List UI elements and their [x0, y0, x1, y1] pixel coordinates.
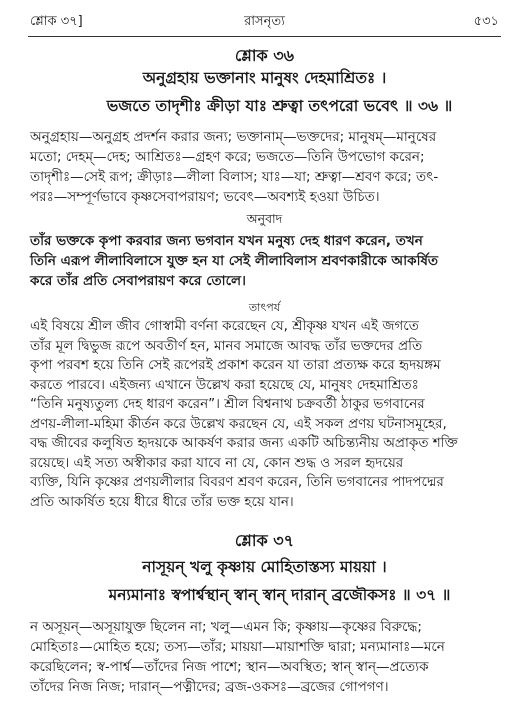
- verse-36-line-2: ভজতে তাদৃশীঃ ক্রীড়া যাঃ শ্রুত্বা তৎপরো ভবেৎ ॥ ৩৬ ॥: [106, 97, 453, 115]
- verse-37-line-2: মন্যমানাঃ স্বপার্শ্বস্থান্ স্বান্ স্বান্ দারান্ ব্রজৌকসঃ ॥ ৩৭ ॥: [108, 586, 451, 604]
- synonym-line: মতো; দেহম্‌—দেহ; আশ্রিতঃ—গ্রহণ করে; ভজতে—তিনি উপভোগ করেন;: [30, 149, 425, 165]
- synonym-line: তাদৃশীঃ—সেই রূপ; ক্রীড়াঃ—লীলা বিলাস; যাঃ—যা; শ্রুত্বা—শ্রবণ করে; তৎ-: [30, 169, 439, 185]
- verse-37-heading: শ্লোক ৩৭: [234, 531, 295, 550]
- synonym-line: মোহিতাঃ—মোহিত হয়ে; তস্য—তাঁর; মায়য়া—মায়াশক্তি দ্বারা; মন্যমানাঃ—মনে: [30, 639, 445, 655]
- header-chapter-title: রাসনৃত্য: [244, 14, 285, 29]
- header-page-number: ৫৩১: [473, 14, 499, 29]
- purport-line: করতে পারবে। এইজন্য এখানে উল্লেখ করা হয়েছে যে, মানুষং দেহমাশ্রিতঃ: [30, 376, 419, 393]
- purport-line: কৃপা পরবশ হয়ে তিনি সেই রূপেরই প্রকাশ করেন যা তারা প্রত্যক্ষ করে হৃদয়ঙ্গম: [30, 357, 441, 373]
- synonym-line: ন অসূয়ন্—অসূয়াযুক্ত ছিলেন না; খলু—এমন কি; কৃষ্ণায়—কৃষ্ণের বিরুদ্ধে;: [30, 619, 422, 635]
- purport-line: এই বিষয়ে শ্রীল জীব গোস্বামী বর্ণনা করেছেন যে, শ্রীকৃষ্ণ যখন এই জগতে: [30, 318, 419, 334]
- verse-36-line-1: অনুগ্রহায় ভক্তানাং মানুষং দেহমাশ্রিতঃ ।: [142, 69, 387, 87]
- purport-line: প্রতি আকর্ষিত হয়ে ধীরে ধীরে তাঁর ভক্ত হয়ে যান।: [30, 493, 294, 510]
- purport-line: তাঁর মূল দ্বিভুজ রূপে অবতীর্ণ হন, মানব সমাজে আবদ্ধ তাঁর ভক্তদের প্রতি: [30, 337, 423, 354]
- purport-line: “তিনি মনুষ্যতুল্য দেহ ধারণ করেন”। শ্রীল বিশ্বনাথ চক্রবর্তী ঠাকুর ভগবানের: [30, 396, 425, 412]
- synonym-line: করেছিলেন; স্ব-পার্শ্ব—তাঁদের নিজ পাশে; স্থান—অবস্থিত; স্বান্ স্বান্—প্রত্যেক: [30, 659, 429, 675]
- translation-line: তাঁর ভক্তকে কৃপা করবার জন্য ভগবান যখন মনুষ্য দেহ ধারণ করেন, তখন: [30, 233, 423, 249]
- verse-37-line-1: নাসূয়ন্ খলু কৃষ্ণায় মোহিতাস্তস্য মায়য়া ।: [142, 558, 387, 576]
- verse-36-heading: শ্লোক ৩৬: [234, 46, 295, 65]
- page-header: [30, 12, 499, 32]
- purport-line: বদ্ধ জীবের কলুষিত হৃদয়কে আকর্ষণ করার জন্য একটি অচিন্ত্যনীয় অপ্রাকৃত শক্তি: [30, 435, 458, 451]
- purport-line: রয়েছে। এই সত্য অস্বীকার করা যাবে না যে, কোন শুদ্ধ ও সরল হৃদয়ের: [30, 454, 404, 471]
- translation-36-label: অনুবাদ: [246, 211, 283, 226]
- purport-36: [30, 317, 499, 512]
- purport-36-label: তাৎপর্য: [248, 301, 281, 314]
- purport-line: ব্যক্তি, যিনি কৃষ্ণের প্রণয়লীলার বিবরণ শ্রবণ করেন, তিনি ভগবানের পাদপদ্মের: [30, 474, 444, 490]
- purport-line: প্রণয়-লীলা-মহিমা কীর্তন করে উল্লেখ করছেন যে, এই সকল প্রণয় ঘটনাসমূহের,: [30, 415, 447, 432]
- translation-line: করে তাঁর প্রতি সেবাপরায়ণ করে তোলে।: [30, 273, 246, 289]
- synonym-line: তাঁদের নিজ নিজ; দারান্—পত্নীদের; ব্রজ-ওকসঃ—ব্রজের গোপগণ।: [30, 679, 389, 695]
- synonym-line: অনুগ্রহায়—অনুগ্রহ প্রদর্শন করার জন্য; ভক্তানাম্‌—ভক্তদের; মানুষম্‌—মানুষের: [30, 129, 437, 145]
- translation-line: তিনি এরূপ লীলাবিলাসে যুক্ত হন যা সেই লীলাবিলাস শ্রবণকারীকে আকর্ষিত: [30, 253, 439, 269]
- synonyms-36: [30, 127, 499, 207]
- translation-36: [30, 231, 499, 291]
- synonyms-37: [30, 617, 499, 697]
- synonym-line: পরঃ—সম্পূর্ণভাবে কৃষ্ণসেবাপরায়ণ; ভবেৎ—অবশ্যই হওয়া উচিত।: [30, 189, 380, 205]
- header-rule: [28, 36, 501, 37]
- header-verse-ref: শ্লোক ৩৭]: [30, 14, 83, 29]
